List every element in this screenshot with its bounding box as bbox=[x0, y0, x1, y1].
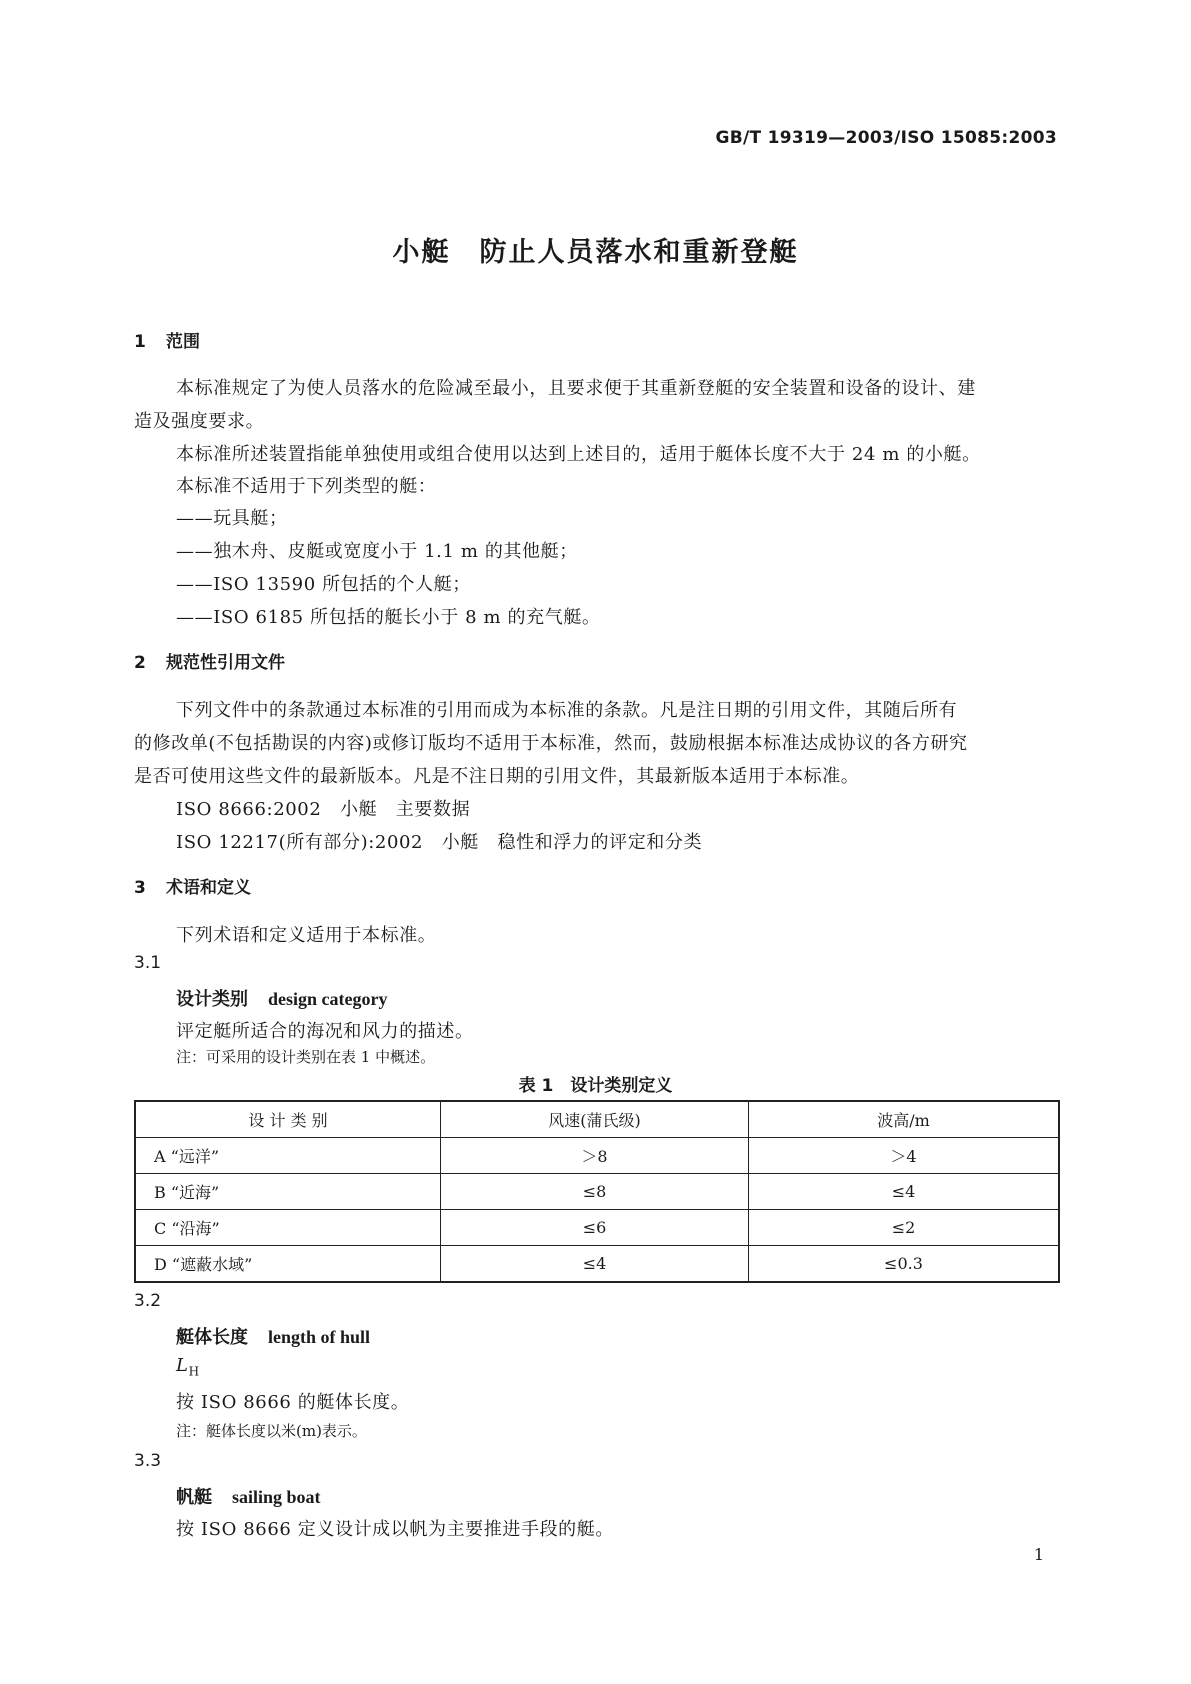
section-1-heading bbox=[134, 327, 200, 352]
wind-cell: ＞8 bbox=[441, 1138, 749, 1174]
symbol-subscript: H bbox=[188, 1364, 200, 1379]
wave-cell: ≤4 bbox=[748, 1174, 1059, 1210]
section-title: 术语和定义 bbox=[166, 878, 251, 898]
header-cell: 波高/m bbox=[748, 1101, 1059, 1138]
clause-number: 3.3 bbox=[134, 1451, 162, 1471]
header-cell: 设 计 类 别 bbox=[135, 1101, 441, 1138]
list-item: ——玩具艇； bbox=[176, 508, 288, 529]
section-title: 范围 bbox=[166, 332, 200, 352]
wave-cell: ＞4 bbox=[748, 1138, 1059, 1174]
term-heading bbox=[176, 1483, 321, 1509]
term-english: design category bbox=[268, 989, 388, 1009]
definition: 按 ISO 8666 的艇体长度。 bbox=[176, 1392, 410, 1413]
wave-cell: ≤0.3 bbox=[748, 1246, 1059, 1283]
list-item: ——独木舟、皮艇或宽度小于 1.1 m 的其他艇； bbox=[176, 541, 578, 562]
table-row bbox=[135, 1174, 1059, 1210]
clause-number: 3.1 bbox=[134, 953, 162, 973]
section-2-heading bbox=[134, 648, 285, 673]
paragraph: 本标准不适用于下列类型的艇： bbox=[176, 476, 437, 497]
table-row bbox=[135, 1246, 1059, 1283]
section-number: 3 bbox=[134, 878, 146, 898]
table-row bbox=[135, 1138, 1059, 1174]
term-chinese: 帆艇 bbox=[176, 1487, 212, 1508]
paragraph: 下列文件中的条款通过本标准的引用而成为本标准的条款。凡是注日期的引用文件，其随后所有 bbox=[176, 700, 958, 721]
term-heading bbox=[176, 985, 387, 1011]
section-number: 2 bbox=[134, 653, 146, 673]
paragraph: 是否可使用这些文件的最新版本。凡是不注日期的引用文件，其最新版本适用于本标准。 bbox=[134, 766, 860, 787]
reference-item: ISO 12217(所有部分):2002 小艇 稳性和浮力的评定和分类 bbox=[176, 832, 703, 853]
design-category-table bbox=[134, 1100, 1060, 1283]
header-cell: 风速(蒲氏级) bbox=[441, 1101, 749, 1138]
paragraph: 造及强度要求。 bbox=[134, 411, 265, 432]
standard-code: GB/T 19319—2003/ISO 15085:2003 bbox=[715, 128, 1057, 148]
symbol bbox=[176, 1355, 200, 1379]
category-cell: D “遮蔽水域” bbox=[135, 1246, 441, 1283]
paragraph: 本标准规定了为使人员落水的危险减至最小，且要求便于其重新登艇的安全装置和设备的设计、建 bbox=[176, 378, 976, 399]
table-row bbox=[135, 1210, 1059, 1246]
table-header-row bbox=[135, 1101, 1059, 1138]
clause-number: 3.2 bbox=[134, 1291, 162, 1311]
category-cell: B “近海” bbox=[135, 1174, 441, 1210]
category-cell: A “远洋” bbox=[135, 1138, 441, 1174]
note: 注：艇体长度以米(m)表示。 bbox=[176, 1422, 367, 1440]
symbol-letter: L bbox=[176, 1355, 189, 1376]
page-number: 1 bbox=[1033, 1545, 1044, 1564]
wind-cell: ≤4 bbox=[441, 1246, 749, 1283]
paragraph: 的修改单(不包括勘误的内容)或修订版均不适用于本标准，然而，鼓励根据本标准达成协议的各方研究 bbox=[134, 733, 968, 754]
list-item: ——ISO 6185 所包括的艇长小于 8 m 的充气艇。 bbox=[176, 607, 601, 628]
term-english: length of hull bbox=[268, 1327, 371, 1347]
term-english: sailing boat bbox=[232, 1487, 321, 1507]
category-cell: C “沿海” bbox=[135, 1210, 441, 1246]
list-item: ——ISO 13590 所包括的个人艇； bbox=[176, 574, 471, 595]
paragraph: 本标准所述装置指能单独使用或组合使用以达到上述目的，适用于艇体长度不大于 24 m 的小艇。 bbox=[176, 444, 981, 465]
term-chinese: 设计类别 bbox=[176, 989, 248, 1010]
wind-cell: ≤8 bbox=[441, 1174, 749, 1210]
definition: 评定艇所适合的海况和风力的描述。 bbox=[176, 1021, 474, 1042]
wind-cell: ≤6 bbox=[441, 1210, 749, 1246]
table-caption: 表 1 设计类别定义 bbox=[518, 1076, 673, 1096]
term-chinese: 艇体长度 bbox=[176, 1327, 248, 1348]
wave-cell: ≤2 bbox=[748, 1210, 1059, 1246]
document-title: 小艇 防止人员落水和重新登艇 bbox=[392, 237, 799, 268]
paragraph: 下列术语和定义适用于本标准。 bbox=[176, 925, 437, 946]
section-title: 规范性引用文件 bbox=[166, 653, 285, 673]
section-3-heading bbox=[134, 873, 251, 898]
note: 注：可采用的设计类别在表 1 中概述。 bbox=[176, 1048, 436, 1066]
term-heading bbox=[176, 1323, 370, 1349]
reference-item: ISO 8666:2002 小艇 主要数据 bbox=[176, 799, 471, 820]
definition: 按 ISO 8666 定义设计成以帆为主要推进手段的艇。 bbox=[176, 1519, 614, 1540]
section-number: 1 bbox=[134, 332, 146, 352]
